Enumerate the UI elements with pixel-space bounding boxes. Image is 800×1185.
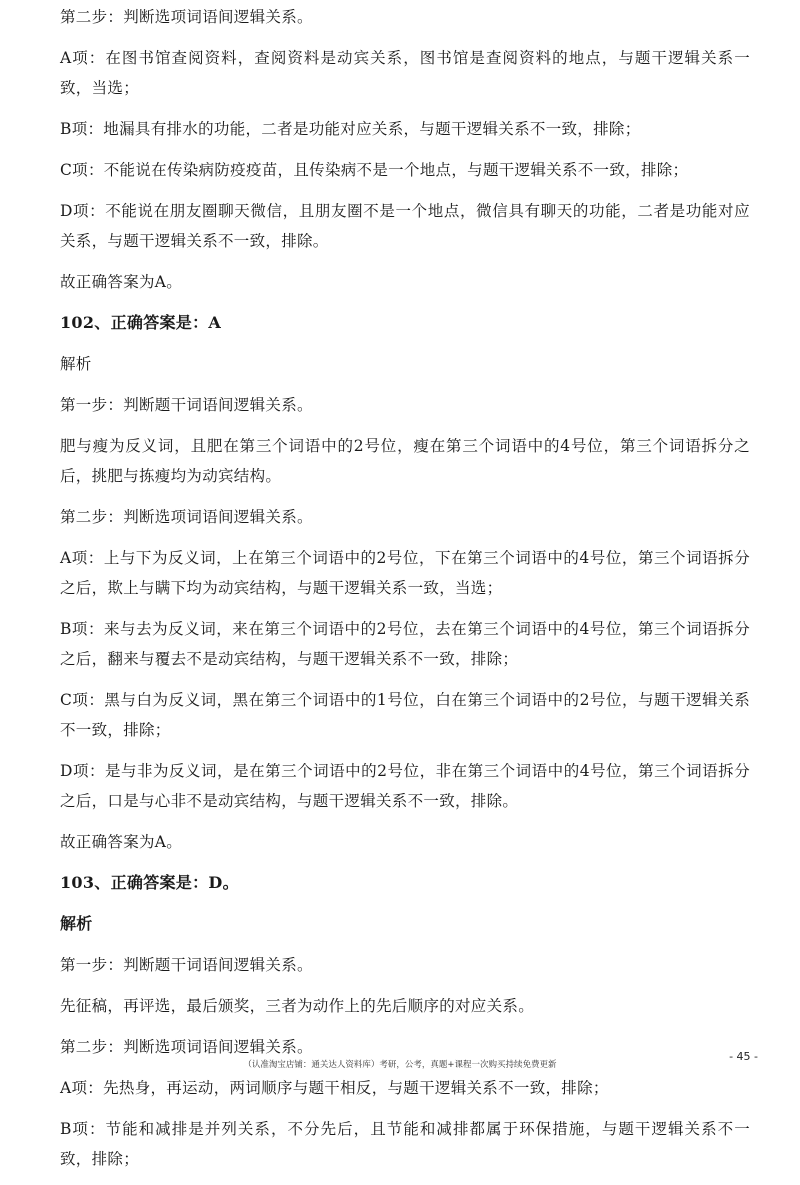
stem-analysis: 先征稿，再评选，最后颁奖，三者为动作上的先后顺序的对应关系。 [60,997,535,1015]
footer-note: （认准淘宝店铺：通关达人资料库）考研，公考，真题+课程一次购买持续免费更新 [243,1060,557,1070]
step-two-label: 第二步：判断选项词语间逻辑关系。 [60,8,313,26]
option-d-text: D项：不能说在朋友圈聊天微信，且朋友圈不是一个地点，微信具有聊天的功能，二者是功能对应关系，与题干逻辑关系不一致，排除。 [60,202,750,250]
analysis-label: 解析 [60,355,92,373]
step-two-label: 第二步：判断选项词语间逻辑关系。 [60,1038,313,1056]
step-one-label: 第一步：判断题干词语间逻辑关系。 [60,396,313,414]
option-d-text: D项：是与非为反义词，是在第三个词语中的2号位，非在第三个词语中的4号位，第三个词语拆分之后，口是与心非不是动宾结构，与题干逻辑关系不一致，排除。 [60,762,750,810]
option-b-text: B项：节能和减排是并列关系，不分先后，且节能和减排都属于环保措施，与题干逻辑关系不一致，排除； [60,1120,750,1168]
answer-conclusion: 故正确答案为A。 [60,273,183,291]
answer-conclusion: 故正确答案为A。 [60,833,183,851]
option-b-text: B项：地漏具有排水的功能，二者是功能对应关系，与题干逻辑关系不一致，排除； [60,120,641,138]
stem-analysis: 肥与瘦为反义词，且肥在第三个词语中的2号位，瘦在第三个词语中的4号位，第三个词语拆分之后，挑肥与拣瘦均为动宾结构。 [60,437,750,485]
step-one-label: 第一步：判断题干词语间逻辑关系。 [60,956,313,974]
option-c-text: C项：不能说在传染病防疫疫苗，且传染病不是一个地点，与题干逻辑关系不一致，排除； [60,161,689,179]
option-a-text: A项：上与下为反义词，上在第三个词语中的2号位，下在第三个词语中的4号位，第三个词语拆分之后，欺上与瞒下均为动宾结构，与题干逻辑关系一致，当选； [60,549,750,597]
option-c-text: C项：黑与白为反义词，黑在第三个词语中的1号位，白在第三个词语中的2号位，与题干逻辑关系不一致，排除； [60,691,750,739]
option-a-text: A项：在图书馆查阅资料，查阅资料是动宾关系，图书馆是查阅资料的地点，与题干逻辑关系一致，当选； [60,49,750,97]
document-page [60,0,750,1185]
option-b-text: B项：来与去为反义词，来在第三个词语中的2号位，去在第三个词语中的4号位，第三个词语拆分之后，翻来与覆去不是动宾结构，与题干逻辑关系不一致，排除； [60,620,750,668]
analysis-label: 解析 [60,914,93,933]
question-103-heading: 103、正确答案是：D。 [60,873,239,892]
step-two-label: 第二步：判断选项词语间逻辑关系。 [60,508,313,526]
page-number: - 45 - [729,1050,758,1063]
option-a-text: A项：先热身，再运动，两词顺序与题干相反，与题干逻辑关系不一致，排除； [60,1079,609,1097]
question-102-heading: 102、正确答案是：A [60,313,222,332]
